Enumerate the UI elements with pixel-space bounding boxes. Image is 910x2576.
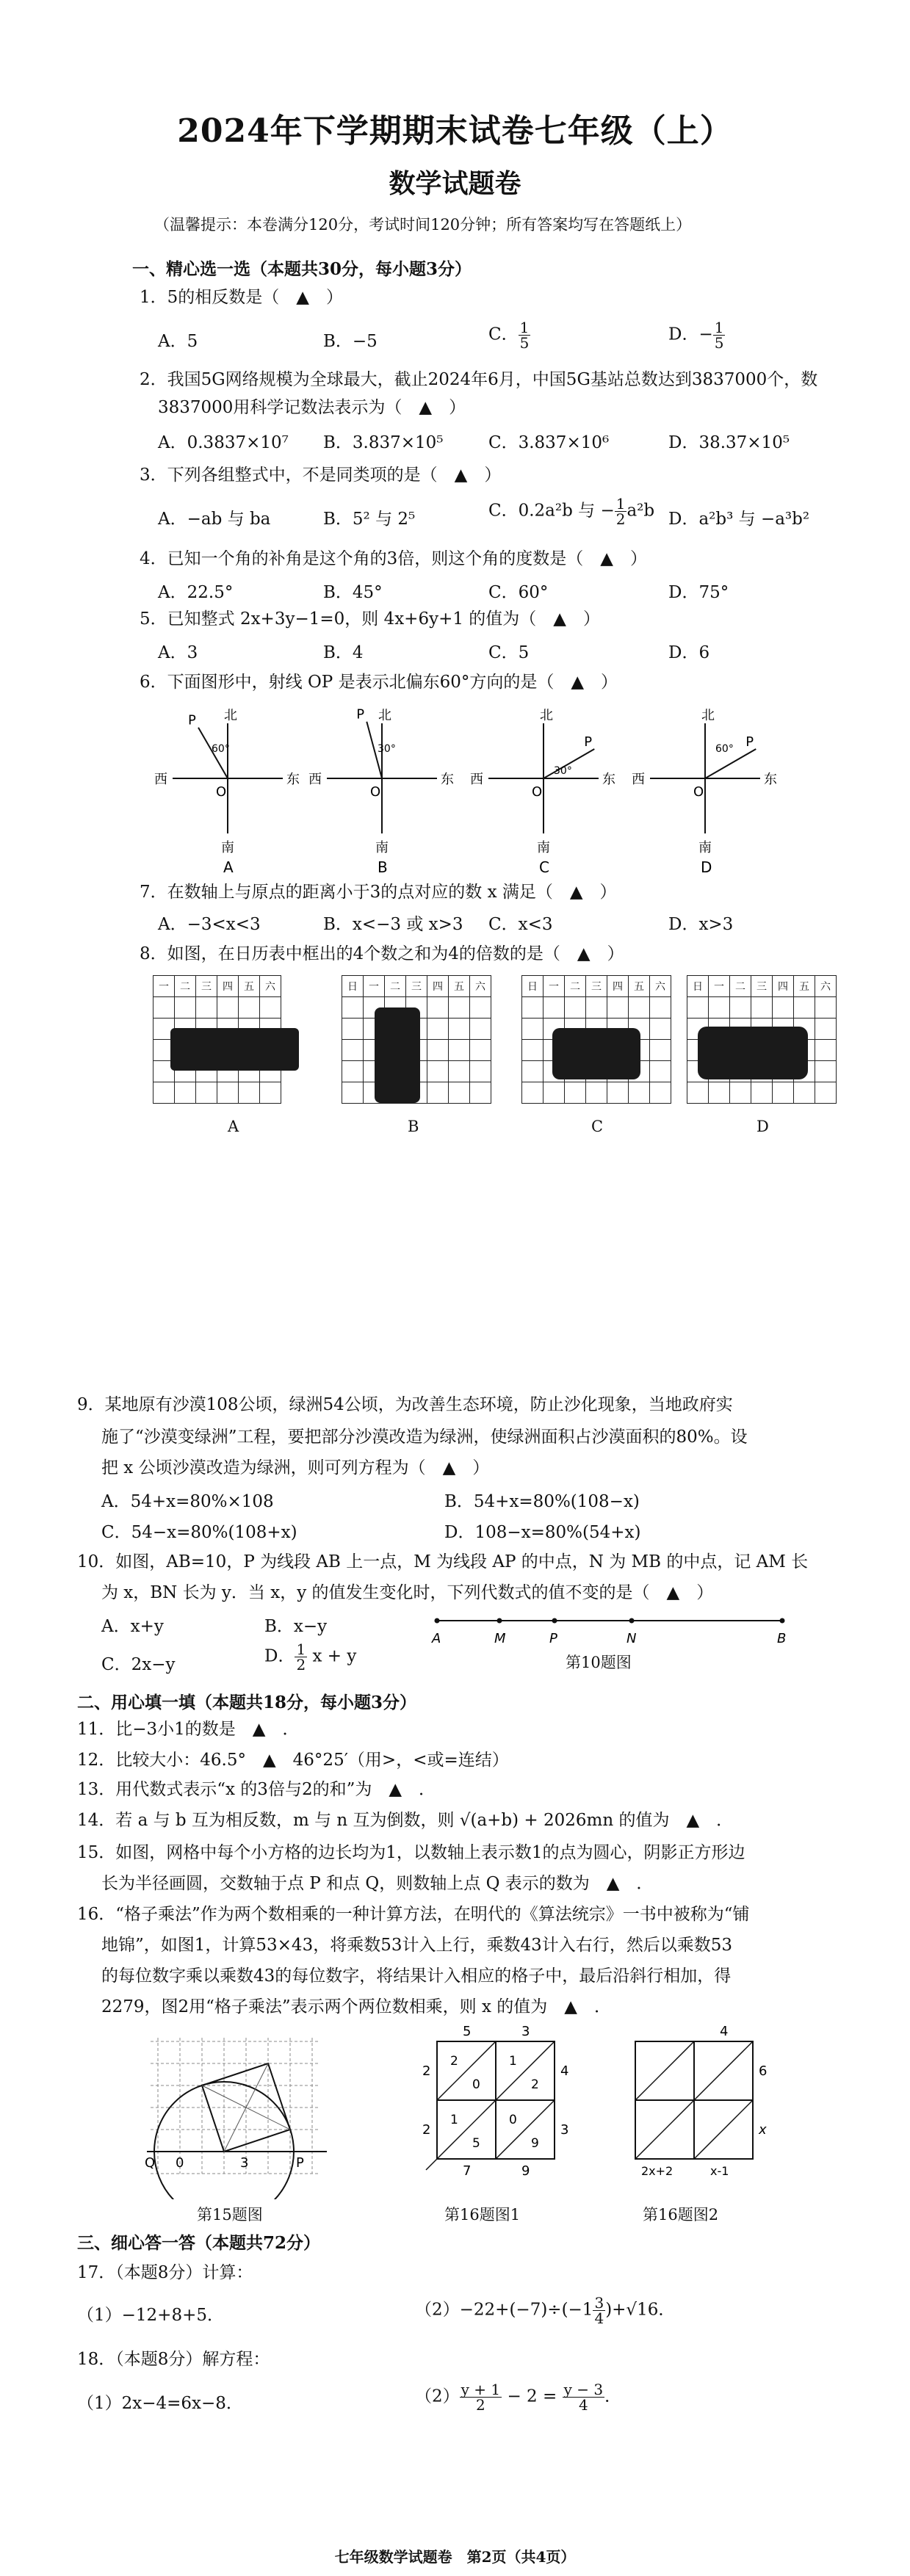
- calendar-cell: [751, 1082, 773, 1104]
- calendar-cell: [522, 1061, 544, 1082]
- calendar-cell: [815, 1040, 837, 1061]
- q6-direction-figures: [132, 698, 830, 874]
- calendar-day-header: 五: [449, 976, 470, 997]
- q6-label-o: O: [216, 784, 227, 800]
- q16-f1-cell-digit: 1: [509, 2054, 517, 2069]
- calendar-cell: [815, 1019, 837, 1040]
- q16-f2-right-digit: x: [759, 2122, 767, 2138]
- calendar-cell: [522, 1040, 544, 1061]
- calendar-cell: [427, 1061, 449, 1082]
- q16-f2-top-digit: 4: [720, 2024, 729, 2039]
- q7-option-c: C．x<3: [488, 915, 553, 934]
- q16-f1-cell-digit: 5: [472, 2136, 480, 2151]
- calendar-cell: [794, 997, 815, 1019]
- calendar-cell: [815, 1082, 837, 1104]
- calendar-cell: [751, 997, 773, 1019]
- calendar-cell: [650, 1061, 671, 1082]
- q16-f1-right-digit: 3: [560, 2122, 569, 2138]
- q16-f2-bottom-label: 2x+2: [641, 2164, 674, 2178]
- q6-label-south: 南: [537, 840, 550, 855]
- q16-f1-bottom-digit: 9: [521, 2163, 530, 2179]
- calendar-cell: [154, 997, 175, 1019]
- calendar-cell: [773, 997, 794, 1019]
- calendar-day-header: 三: [196, 976, 217, 997]
- calendar-cell: [522, 997, 544, 1019]
- calendar-cell: [650, 997, 671, 1019]
- q8-blot-c: [552, 1028, 640, 1079]
- q16-f2-diagonal: [635, 2041, 694, 2100]
- calendar-cell: [342, 1082, 364, 1104]
- calendar-day-header: 三: [406, 976, 427, 997]
- q10-point-a: [435, 1618, 440, 1624]
- calendar-day-header: 五: [629, 976, 650, 997]
- calendar-day-header: 三: [751, 976, 773, 997]
- q6-label-p: P: [356, 706, 365, 723]
- calendar-day-header: 六: [260, 976, 281, 997]
- q6-angle-label: 30°: [554, 765, 572, 777]
- q7-option-a: A．−3<x<3: [158, 915, 261, 934]
- calendar-cell: [342, 1019, 364, 1040]
- q6-label-o: O: [370, 784, 381, 800]
- q12-stem: 12．比较大小：46.5° ▲ 46°25′（用>，<或=连结）: [77, 1751, 509, 1770]
- calendar-day-header: 四: [217, 976, 239, 997]
- calendar-cell: [730, 997, 751, 1019]
- calendar-cell: [239, 1082, 260, 1104]
- calendar-cell: [650, 1082, 671, 1104]
- q16-stem-4: 2279，图2用“格子乘法”表示两个两位数相乘，则 x 的值为 ▲ ．: [101, 1997, 611, 2016]
- q16-f1-diagonal: [437, 2100, 496, 2159]
- calendar-cell: [586, 1082, 607, 1104]
- q6-label-o: O: [532, 784, 543, 800]
- q3-option-a: A．−ab 与 ba: [158, 510, 271, 529]
- q5-option-c: C．5: [488, 643, 530, 662]
- calendar-cell: [522, 1019, 544, 1040]
- q18-part-2: （2） $\frac{y + 1}{2}$ − 2 = $\frac{y - 3}{4}$ ．: [415, 2381, 622, 2414]
- q18-part-1: （1）2x−4=6x−8．: [77, 2394, 243, 2413]
- q16-f1-cell-digit: 2: [450, 2054, 458, 2069]
- q16-f2-diagonal: [694, 2041, 753, 2100]
- q9-stem-1: 9．某地原有沙漠108公顷，绿洲54公顷，为改善生态环境，防止沙化现象，当地政府实: [77, 1395, 733, 1414]
- q16-f1-cell-digit: 0: [509, 2113, 517, 2127]
- calendar-cell: [687, 997, 709, 1019]
- q2-option-b: B．3.837×10⁵: [323, 433, 444, 452]
- q9-option-c: C．54−x=80%(108+x): [101, 1523, 297, 1542]
- calendar-cell: [239, 997, 260, 1019]
- calendar-cell: [260, 1082, 281, 1104]
- q17-part-1: （1）−12+8+5．: [77, 2306, 224, 2325]
- q18-stem: 18．（本题8分）解方程：: [77, 2350, 270, 2369]
- section-2-title: 二、用心填一填（本题共18分，每小题3分）: [77, 1693, 417, 1712]
- q16-f1-cell-digit: 1: [450, 2113, 458, 2127]
- q6-label-south: 南: [375, 840, 389, 855]
- q5-option-d: D．6: [668, 643, 710, 662]
- q8-blot-d: [698, 1027, 808, 1079]
- calendar-day-header: 一: [709, 976, 730, 997]
- q6-label-west: 西: [308, 772, 322, 787]
- q16-stem-2: 地锦”，如图1，计算53×43，将乘数53计入上行，乘数43计入右行，然后以乘数53: [101, 1936, 732, 1955]
- calendar-cell: [342, 997, 364, 1019]
- calendar-cell: [565, 997, 586, 1019]
- calendar-day-header: 六: [470, 976, 491, 997]
- calendar-cell: [449, 1082, 470, 1104]
- calendar-day-header: 二: [175, 976, 196, 997]
- q16-f1-diagonal: [437, 2041, 496, 2100]
- q2-stem-2: 3837000用科学记数法表示为（ ▲ ）: [158, 398, 466, 417]
- q15-label-3: 3: [240, 2155, 249, 2171]
- calendar-cell: [342, 1061, 364, 1082]
- q16-f2-diagonal: [635, 2100, 694, 2159]
- q16-f1-cell-digit: 0: [472, 2077, 480, 2092]
- q10-point-label: B: [777, 1631, 787, 1646]
- calendar-cell: [427, 1019, 449, 1040]
- page-footer: 七年级数学试题卷 第2页（共4页）: [334, 2548, 576, 2566]
- q15-caption: 第15题图: [197, 2206, 263, 2224]
- calendar-day-header: 五: [794, 976, 815, 997]
- q8-label-c: C: [591, 1118, 604, 1135]
- q8-label-a: A: [228, 1118, 239, 1135]
- q16-f1-diagonal: [496, 2100, 555, 2159]
- calendar-cell: [815, 997, 837, 1019]
- q5-stem: 5．已知整式 2x+3y−1=0，则 4x+6y+1 的值为（ ▲ ）: [140, 609, 600, 629]
- calendar-day-header: 四: [607, 976, 629, 997]
- calendar-cell: [629, 997, 650, 1019]
- q16-caption-2: 第16题图2: [643, 2206, 719, 2224]
- q4-option-d: D．75°: [668, 583, 729, 602]
- q10-option-a: A．x+y: [101, 1617, 164, 1636]
- q15-circle-figure: [143, 2030, 334, 2199]
- calendar-day-header: 六: [815, 976, 837, 997]
- q7-stem: 7．在数轴上与原点的距离小于3的点对应的数 x 满足（ ▲ ）: [140, 883, 617, 902]
- calendar-day-header: 一: [544, 976, 565, 997]
- q2-option-a: A．0.3837×10⁷: [158, 433, 289, 452]
- q1-option-b: B．−5: [323, 332, 378, 351]
- q6-label-north: 北: [224, 708, 237, 723]
- calendar-cell: [154, 1082, 175, 1104]
- calendar-day-header: 二: [385, 976, 406, 997]
- calendar-cell: [522, 1082, 544, 1104]
- q8-label-b: B: [408, 1118, 419, 1135]
- calendar-cell: [449, 1040, 470, 1061]
- q16-figure-2: [613, 2023, 775, 2199]
- q4-stem: 4．已知一个角的补角是这个角的3倍，则这个角的度数是（ ▲ ）: [140, 549, 647, 568]
- q16-f1-tail: [426, 2159, 437, 2170]
- calendar-cell: [687, 1082, 709, 1104]
- q4-option-b: B．45°: [323, 583, 383, 602]
- calendar-day-header: 一: [154, 976, 175, 997]
- q5-option-a: A．3: [158, 643, 198, 662]
- calendar-cell: [650, 1040, 671, 1061]
- q6-label-west: 西: [154, 772, 167, 787]
- page-subtitle: 数学试题卷: [389, 168, 521, 199]
- q16-f1-top-digit: 3: [521, 2024, 530, 2039]
- q15-stem-2: 长为半径画圆，交数轴于点 P 和点 Q，则数轴上点 Q 表示的数为 ▲ ．: [101, 1874, 654, 1893]
- q6-option-label: B: [378, 858, 388, 874]
- q6-label-north: 北: [540, 708, 553, 723]
- calendar-cell: [260, 997, 281, 1019]
- calendar-day-header: 日: [342, 976, 364, 997]
- q16-f1-left-digit: 2: [422, 2122, 431, 2138]
- calendar-cell: [217, 997, 239, 1019]
- q6-label-p: P: [745, 734, 754, 750]
- q9-option-a: A．54+x=80%×108: [101, 1492, 274, 1511]
- calendar-cell: [730, 1082, 751, 1104]
- q1-stem: 1．5的相反数是（ ▲ ）: [140, 288, 343, 307]
- calendar-cell: [607, 997, 629, 1019]
- q4-option-a: A．22.5°: [158, 583, 234, 602]
- q16-caption-1: 第16题图1: [444, 2206, 521, 2224]
- q16-stem-3: 的每位数字乘以乘数43的每位数字，将结果计入相应的格子中，最后沿斜行相加，得: [101, 1967, 732, 1986]
- q6-option-label: C: [539, 858, 549, 874]
- calendar-cell: [629, 1082, 650, 1104]
- q16-f1-right-digit: 4: [560, 2063, 569, 2079]
- q16-f2-right-digit: 6: [759, 2063, 768, 2079]
- section-1-title: 一、精心选一选（本题共30分，每小题3分）: [132, 259, 472, 279]
- q14-stem: 14．若 a 与 b 互为相反数，m 与 n 互为倒数，则 √(a+b) + 2026mn 的值为 ▲ ．: [77, 1811, 734, 1830]
- q7-option-b: B．x<−3 或 x>3: [323, 915, 463, 934]
- q10-point-p: [552, 1618, 557, 1624]
- q10-segment-figure: [426, 1604, 793, 1649]
- q15-label-p: P: [296, 2155, 304, 2171]
- q3-option-d: D．a²b³ 与 −a³b²: [668, 510, 810, 529]
- calendar-cell: [175, 997, 196, 1019]
- q8-label-d: D: [756, 1118, 769, 1135]
- q10-point-m: [497, 1618, 502, 1624]
- calendar-cell: [470, 1019, 491, 1040]
- calendar-cell: [196, 997, 217, 1019]
- q6-label-west: 西: [470, 772, 483, 787]
- q10-stem-2: 为 x，BN 长为 y．当 x，y 的值发生变化时，下列代数式的值不变的是（ ▲ ）: [101, 1583, 714, 1602]
- q10-option-d: D． $\frac{1}{2}$ x + y: [264, 1640, 357, 1674]
- q10-option-c: C．2x−y: [101, 1655, 176, 1674]
- calendar-cell: [607, 1082, 629, 1104]
- q16-f1-diagonal: [496, 2041, 555, 2100]
- calendar-cell: [470, 1082, 491, 1104]
- q6-label-east: 东: [764, 772, 777, 787]
- section-3-title: 三、细心答一答（本题共72分）: [77, 2233, 321, 2253]
- q10-stem-1: 10．如图，AB=10，P 为线段 AB 上一点，M 为线段 AP 的中点，N 为 MB 的中点，记 AM 长: [77, 1552, 809, 1571]
- calendar-cell: [470, 1040, 491, 1061]
- page-title: 2024年下学期期末试卷七年级（上）: [177, 112, 733, 150]
- calendar-cell: [650, 1019, 671, 1040]
- q16-figure-1: [415, 2023, 577, 2199]
- q6-label-south: 南: [221, 840, 234, 855]
- q2-stem-1: 2．我国5G网络规模为全球最大，截止2024年6月，中国5G基站总数达到3837000个，数: [140, 370, 818, 389]
- calendar-cell: [470, 997, 491, 1019]
- q10-point-label: M: [494, 1631, 506, 1646]
- q3-stem: 3．下列各组整式中，不是同类项的是（ ▲ ）: [140, 466, 502, 485]
- calendar-cell: [773, 1082, 794, 1104]
- q3-option-b: B．5² 与 2⁵: [323, 510, 416, 529]
- calendar-cell: [586, 997, 607, 1019]
- calendar-cell: [449, 1019, 470, 1040]
- calendar-day-header: 二: [730, 976, 751, 997]
- q16-f2-bottom-label: x-1: [710, 2164, 729, 2178]
- calendar-cell: [342, 1040, 364, 1061]
- q6-label-north: 北: [378, 708, 391, 723]
- q6-label-north: 北: [701, 708, 715, 723]
- q3-option-c: C．0.2a²b 与 − $\frac{1}{2}$ a²b: [488, 495, 655, 528]
- calendar-day-header: 三: [586, 976, 607, 997]
- q17-stem: 17．（本题8分）计算：: [77, 2263, 253, 2282]
- q15-stem-1: 15．如图，网格中每个小方格的边长均为1，以数轴上表示数1的点为圆心，阴影正方形边: [77, 1843, 745, 1862]
- q16-f1-cell-digit: 9: [531, 2136, 539, 2151]
- calendar-day-header: 六: [650, 976, 671, 997]
- q2-option-d: D．38.37×10⁵: [668, 433, 790, 452]
- q15-label-0: 0: [176, 2155, 184, 2171]
- q2-option-c: C．3.837×10⁶: [488, 433, 610, 452]
- q6-label-east: 东: [441, 772, 454, 787]
- q6-angle-label: 60°: [715, 743, 734, 755]
- q6-angle-label: 60°: [212, 743, 230, 755]
- q6-label-east: 东: [286, 772, 300, 787]
- q15-label-q: Q: [145, 2155, 156, 2171]
- calendar-day-header: 日: [687, 976, 709, 997]
- exam-note: （温馨提示：本卷满分120分，考试时间120分钟；所有答案均写在答题纸上）: [154, 216, 692, 234]
- q6-label-south: 南: [698, 840, 712, 855]
- q9-stem-2: 施了“沙漠变绿洲”工程，要把部分沙漠改造为绿洲，使绿洲面积占沙漠面积的80%。设: [101, 1428, 748, 1447]
- q9-stem-3: 把 x 公顷沙漠改造为绿洲，则可列方程为（ ▲ ）: [101, 1458, 490, 1477]
- q4-option-c: C．60°: [488, 583, 549, 602]
- q16-f1-bottom-digit: 7: [463, 2163, 472, 2179]
- q13-stem: 13．用代数式表示“x 的3倍与2的和”为 ▲ ．: [77, 1780, 436, 1799]
- q16-f1-cell-digit: 2: [531, 2077, 539, 2092]
- q8-blot-b: [375, 1007, 420, 1103]
- q11-stem: 11．比−3小1的数是 ▲ ．: [77, 1720, 300, 1739]
- q10-point-n: [629, 1618, 635, 1624]
- q6-label-west: 西: [632, 772, 645, 787]
- q6-angle-label: 30°: [378, 743, 396, 755]
- q7-option-d: D．x>3: [668, 915, 734, 934]
- q10-point-label: P: [549, 1631, 557, 1646]
- q10-point-label: A: [432, 1631, 441, 1646]
- calendar-cell: [217, 1082, 239, 1104]
- calendar-cell: [794, 1082, 815, 1104]
- calendar-cell: [565, 1082, 586, 1104]
- q1-option-c: C． $\frac{1}{5}$: [488, 319, 530, 352]
- q9-option-b: B．54+x=80%(108−x): [444, 1492, 640, 1511]
- q9-option-d: D．108−x=80%(54+x): [444, 1523, 641, 1542]
- calendar-cell: [196, 1082, 217, 1104]
- calendar-cell: [427, 997, 449, 1019]
- q6-label-o: O: [693, 784, 704, 800]
- calendar-cell: [427, 1040, 449, 1061]
- q10-point-label: N: [626, 1631, 637, 1646]
- q5-option-b: B．4: [323, 643, 364, 662]
- calendar-cell: [815, 1061, 837, 1082]
- calendar-day-header: 日: [522, 976, 544, 997]
- q6-label-east: 东: [602, 772, 615, 787]
- q6-option-label: D: [701, 858, 712, 874]
- q16-f1-left-digit: 2: [422, 2063, 431, 2079]
- calendar-day-header: 四: [773, 976, 794, 997]
- q1-option-d: D．− $\frac{1}{5}$: [668, 319, 724, 352]
- q8-stem: 8．如图，在日历表中框出的4个数之和为4的倍数的是（ ▲ ）: [140, 944, 624, 963]
- q17-part-2: （2）−22+(−7)÷(−1 $\frac{3}{4}$ )+√16．: [415, 2294, 676, 2327]
- calendar-cell: [709, 997, 730, 1019]
- calendar-cell: [449, 1061, 470, 1082]
- q6-label-p: P: [188, 712, 196, 728]
- q6-label-p: P: [584, 734, 593, 750]
- calendar-day-header: 五: [239, 976, 260, 997]
- calendar-cell: [427, 1082, 449, 1104]
- calendar-cell: [449, 997, 470, 1019]
- q8-blot-a: [170, 1028, 299, 1071]
- calendar-day-header: 一: [364, 976, 385, 997]
- q10-option-b: B．x−y: [264, 1617, 328, 1636]
- q10-caption: 第10题图: [566, 1654, 632, 1671]
- q6-option-label: A: [223, 858, 234, 874]
- q16-f1-top-digit: 5: [463, 2024, 472, 2039]
- calendar-cell: [544, 1082, 565, 1104]
- calendar-day-header: 四: [427, 976, 449, 997]
- q16-f2-diagonal: [694, 2100, 753, 2159]
- calendar-day-header: 二: [565, 976, 586, 997]
- calendar-cell: [175, 1082, 196, 1104]
- q6-stem: 6．下面图形中，射线 OP 是表示北偏东60°方向的是（ ▲ ）: [140, 673, 618, 692]
- calendar-cell: [470, 1061, 491, 1082]
- q16-stem-1: 16．“格子乘法”作为两个数相乘的一种计算方法，在明代的《算法统宗》一书中被称为“铺: [77, 1905, 750, 1924]
- calendar-cell: [709, 1082, 730, 1104]
- calendar-cell: [544, 997, 565, 1019]
- q1-option-a: A．5: [158, 332, 198, 351]
- q10-point-b: [780, 1618, 785, 1624]
